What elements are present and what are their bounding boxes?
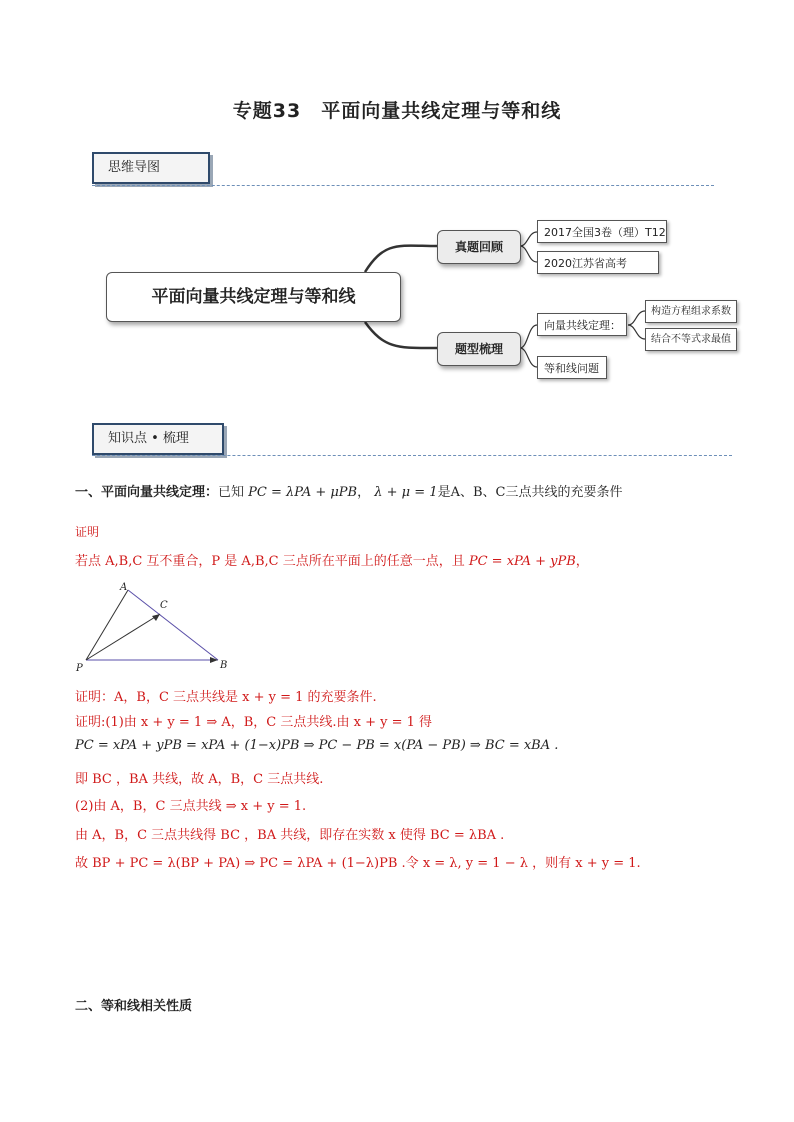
divider-knowledge [92, 455, 732, 456]
proof-line2: 证明:(1)由 x + y = 1 ⇒ A，B，C 三点共线.由 x + y = 1 得 [75, 715, 433, 730]
section-tab-knowledge: 知识点 • 梳理 [92, 423, 224, 455]
proof-intro-end: ， [575, 554, 589, 569]
part1-formula1: PC = λPA + μPB [248, 485, 358, 500]
label-C: C [160, 600, 168, 611]
mindmap-node-zhenti: 真题回顾 [437, 230, 521, 264]
mindmap-connectors [0, 0, 794, 420]
mindmap-leaf-2020: 2020江苏省高考 [537, 251, 659, 274]
part1-text3: 是A、B、C三点共线的充要条件 [437, 485, 623, 500]
label-B: B [220, 660, 228, 671]
part1-formula2: λ + μ = 1 [374, 485, 438, 500]
mindmap-node-tixing: 题型梳理 [437, 332, 521, 366]
mindmap-leaf-gongxian: 向量共线定理： [537, 313, 627, 336]
proof-line3: PC = xPA + yPB = xPA + (1−x)PB ⇒ PC − PB = x(PA − PB) ⇒ BC = xBA . [75, 738, 559, 753]
proof-line4: 即 BC ，BA 共线，故 A，B，C 三点共线. [75, 772, 324, 787]
mindmap-leaf-jiehe: 结合不等式求最值 [645, 328, 737, 351]
part1-statement [75, 481, 622, 500]
part1-text2: ， [357, 485, 371, 500]
proof-intro-formula: PC = xPA + yPB [468, 554, 576, 569]
proof-label: 证明 [75, 525, 100, 539]
proof-intro [75, 550, 589, 569]
mindmap-leaf-2017: 2017全国3卷（理）T12 [537, 220, 667, 243]
proof-line6: 由 A，B，C 三点共线得 BC ，BA 共线，即存在实数 x 使得 BC = λBA . [75, 828, 505, 843]
mindmap-main-node: 平面向量共线定理与等和线 [106, 272, 401, 322]
part1-heading: 一、平面向量共线定理： [75, 485, 219, 500]
label-A: A [120, 582, 128, 593]
mindmap-leaf-gouzao: 构造方程组求系数 [645, 300, 737, 323]
mindmap-leaf-denghexian: 等和线问题 [537, 356, 607, 379]
section-tab-mindmap: 思维导图 [92, 152, 210, 184]
part2-heading: 二、等和线相关性质 [75, 999, 193, 1014]
triangle-diagram [70, 578, 240, 673]
proof-line1: 证明：A，B，C 三点共线是 x + y = 1 的充要条件. [75, 690, 377, 705]
proof-line5: (2)由 A，B，C 三点共线 ⇒ x + y = 1. [75, 799, 307, 814]
proof-intro-text: 若点 A,B,C 互不重合，P 是 A,B,C 三点所在平面上的任意一点，且 [75, 554, 465, 569]
label-P: P [76, 663, 83, 673]
part1-text1: 已知 [218, 485, 245, 500]
page-title: 专题33 平面向量共线定理与等和线 [232, 100, 562, 122]
proof-line7: 故 BP + PC = λ(BP + PA) ⇒ PC = λPA + (1−λ)PB .令 x = λ, y = 1 − λ ，则有 x + y = 1. [75, 856, 641, 871]
